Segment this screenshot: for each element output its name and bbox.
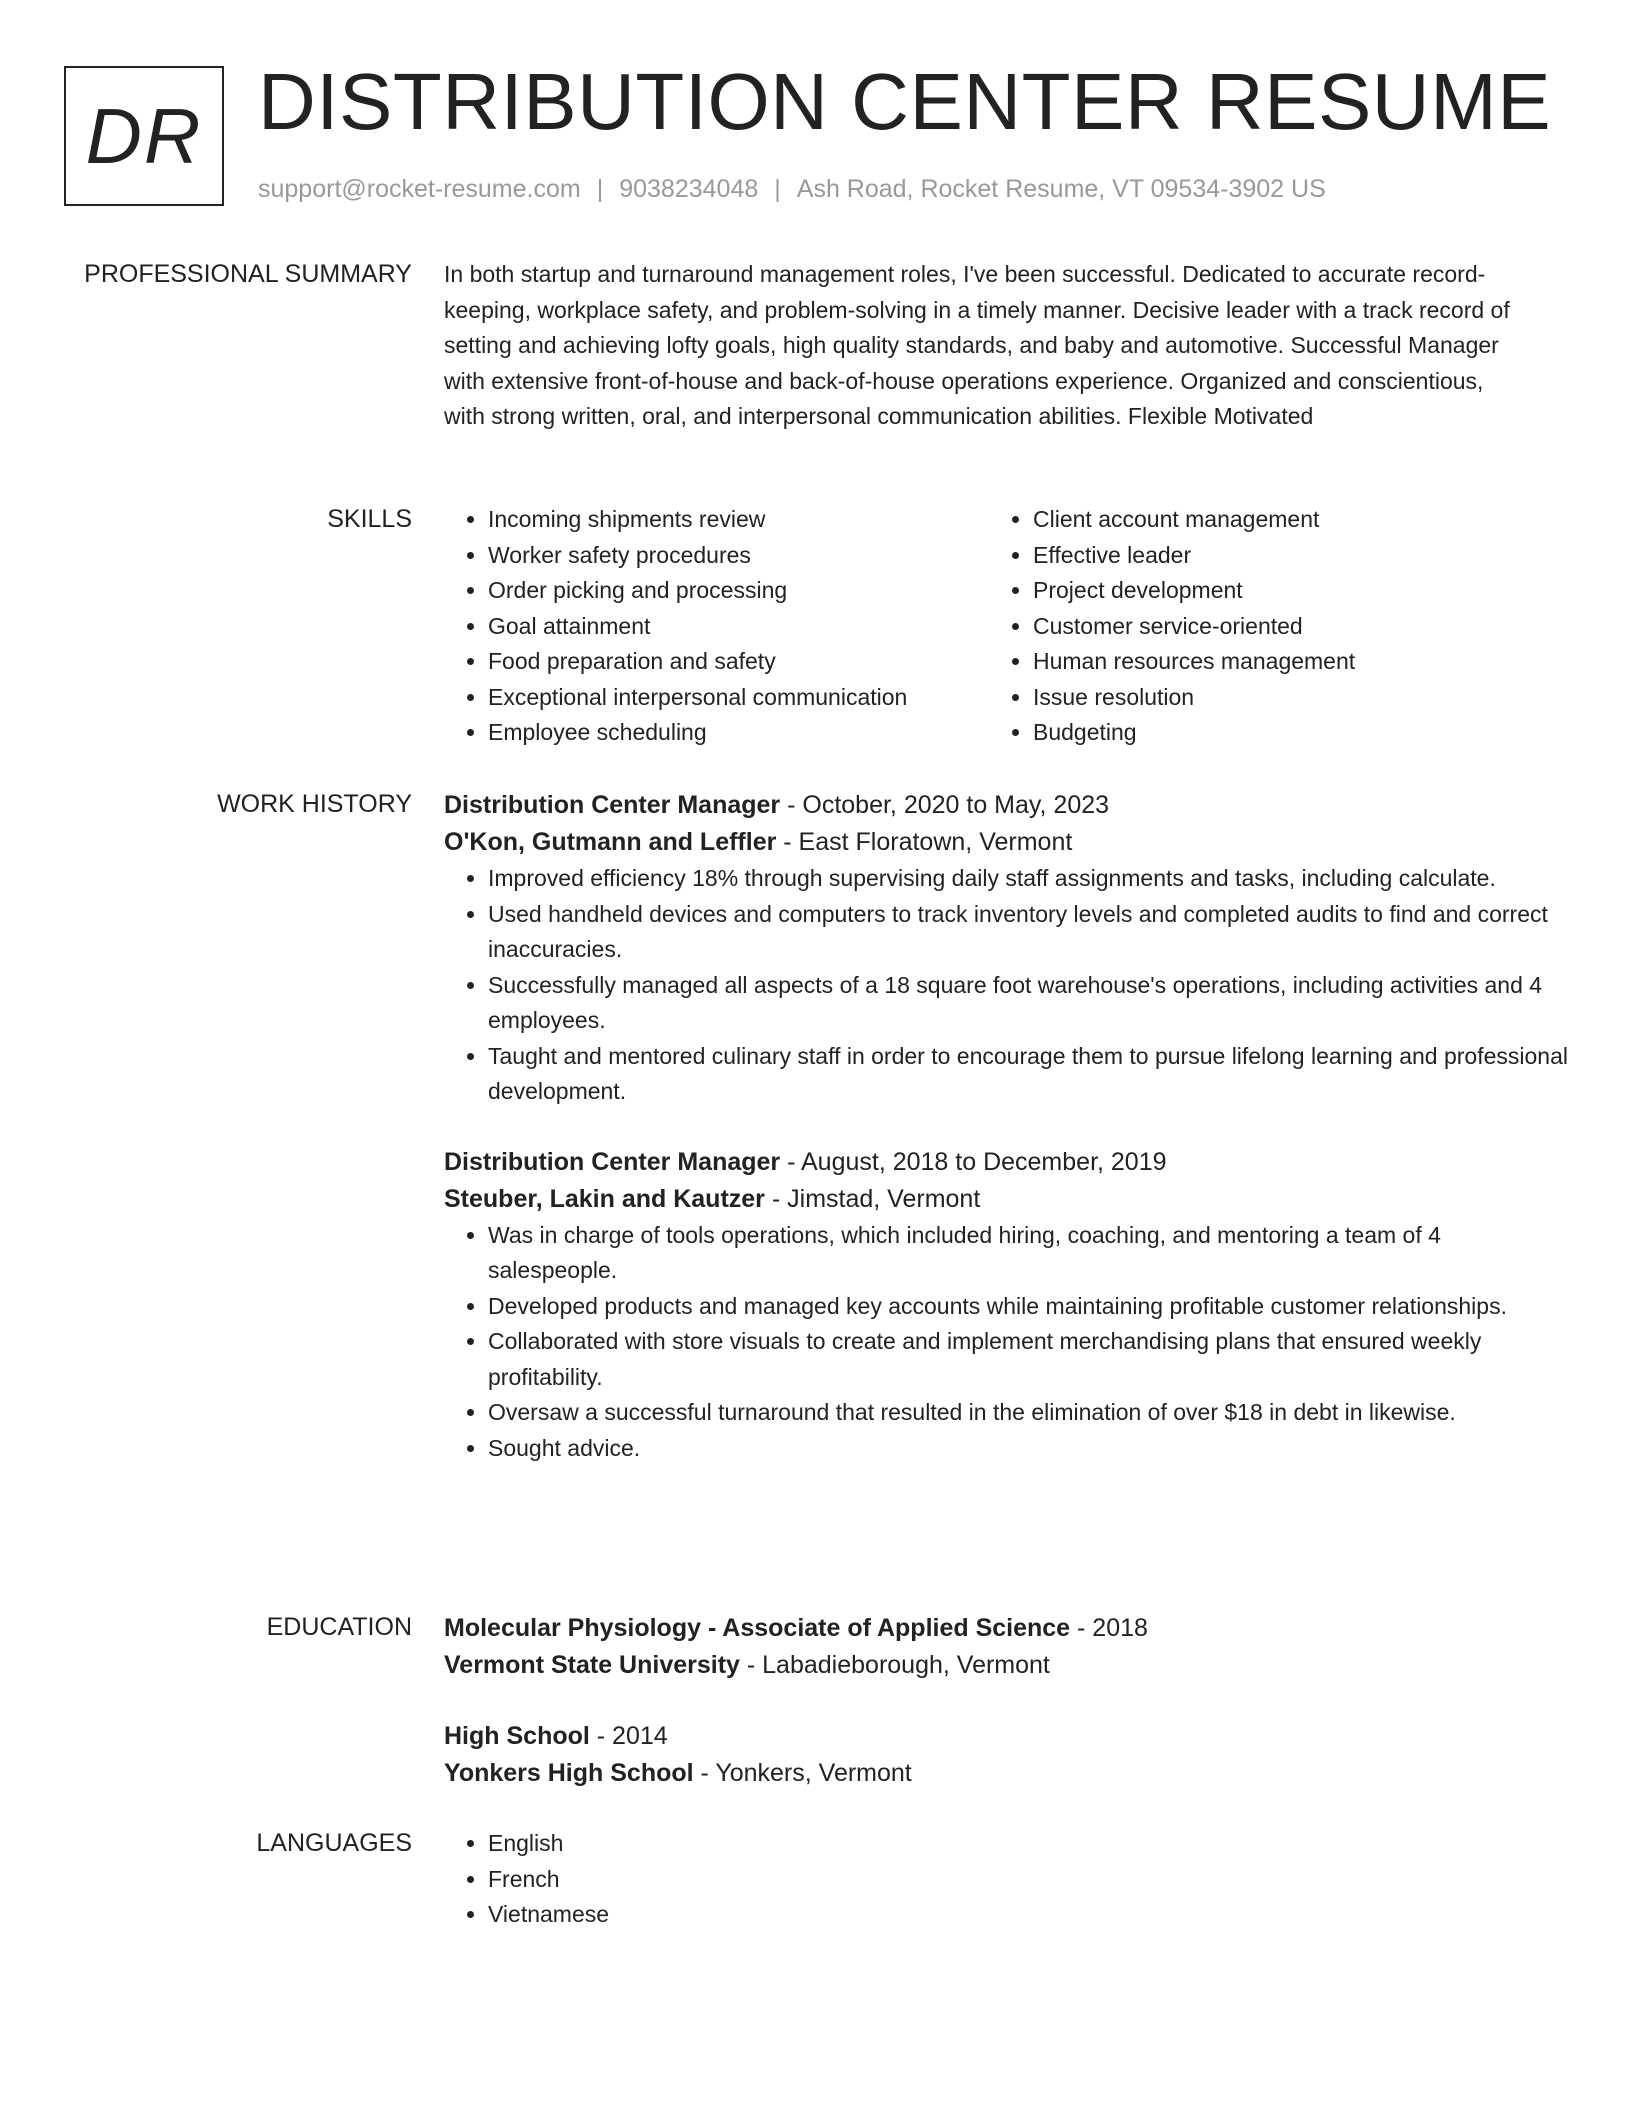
job-title: Distribution Center Manager [444,791,781,819]
languages-label: LANGUAGES [256,1829,412,1857]
education-content [444,1610,1574,1792]
job-location: - Jimstad, Vermont [764,1184,981,1213]
job-bullet: • Taught and mentored culinary staff in order to encourage them to pursue lifelong learning and professional development. [488,1039,1574,1110]
job-bullet: • Successfully managed all aspects of a 18 square foot warehouse's operations, including activities and 4 employees. [488,968,1574,1039]
languages-content [444,1826,1574,1933]
contact-separator: | [774,175,781,203]
skill-item: • Food preparation and safety [488,644,989,680]
skill-item: • Effective leader [1033,538,1534,574]
job-bullet: • Collaborated with store visuals to create and implement merchandising plans that ensured weekly profitability. [488,1324,1574,1395]
job-dates: - October, 2020 to May, 2023 [780,791,1110,819]
work-history-label: WORK HISTORY [217,790,412,818]
education-entry [444,1718,1574,1792]
skill-item: • Incoming shipments review [488,502,989,538]
education-year: - 2014 [589,1722,668,1750]
skill-item: • Issue resolution [1033,680,1534,716]
contact-separator: | [596,175,604,203]
skill-item: • Exceptional interpersonal communication [488,680,989,716]
education-degree: High School [444,1722,590,1750]
education-degree-line [444,1610,1574,1647]
job-location: - East Floratown, Vermont [776,828,1073,856]
language-item: • English [488,1826,1574,1862]
job-entry [444,787,1574,1110]
skill-item: • Goal attainment [488,609,989,645]
education-entry [444,1610,1574,1684]
skill-item: • Human resources management [1033,644,1534,680]
education-school-line [444,1755,1574,1792]
job-company: O'Kon, Gutmann and Leffler [444,828,777,856]
contact-address: Ash Road, Rocket Resume, VT 09534-3902 US [796,175,1326,203]
language-item: • French [488,1862,1574,1898]
job-company: Steuber, Lakin and Kautzer [444,1184,765,1213]
education-location: - Labadieborough, Vermont [739,1651,1050,1679]
monogram-badge: DR [64,66,224,206]
summary-content [444,257,1574,435]
job-company-line [444,824,1574,861]
education-year: - 2018 [1070,1614,1148,1642]
resume-title: DISTRIBUTION CENTER RESUME [258,57,1552,146]
job-bullet: • Developed products and managed key accounts while maintaining profitable customer relationships. [488,1289,1574,1325]
job-dates: - August, 2018 to December, 2019 [780,1147,1167,1176]
skill-item: • Order picking and processing [488,573,989,609]
job-bullets [444,1218,1574,1467]
job-bullet: • Oversaw a successful turnaround that resulted in the elimination of over $18 in debt in likewise. [488,1395,1574,1431]
job-entry [444,1144,1574,1467]
job-company-line [444,1181,1574,1218]
work-history-content [444,787,1574,1466]
education-degree-line [444,1718,1574,1755]
skills-content [444,502,1574,751]
education-location: - Yonkers, Vermont [693,1759,912,1787]
skills-label: SKILLS [327,505,412,533]
summary-label: PROFESSIONAL SUMMARY [84,260,412,288]
skills-list-right [989,502,1534,751]
education-degree: Molecular Physiology - Associate of Applied Science [444,1614,1071,1642]
skill-item: • Project development [1033,573,1534,609]
skill-item: • Client account management [1033,502,1534,538]
summary-text: In both startup and turnaround management roles, I've been successful. Dedicated to accurate record-keeping, workplace safety, and problem-solving in a timely manner. Decisive leader with a track record of setting and achieving lofty goals, high quality standards, and baby and automotive. Successful Manager with extensive front-of-house and back-of-house operations experience. Organized and conscientious, with strong written, oral, and interpersonal communication abilities. Flexible Motivated [444,261,1510,429]
skill-item: • Worker safety procedures [488,538,989,574]
skill-item: • Budgeting [1033,715,1534,751]
job-bullet: • Sought advice. [488,1431,1574,1467]
languages-list [444,1826,1574,1933]
contact-email: support@rocket-resume.com [258,175,581,203]
job-title: Distribution Center Manager [444,1147,781,1176]
job-title-line [444,787,1574,824]
job-bullet: • Used handheld devices and computers to track inventory levels and completed audits to find and correct inaccuracies. [488,897,1574,968]
education-school: Vermont State University [444,1651,740,1679]
job-title-line [444,1144,1574,1181]
education-school: Yonkers High School [444,1759,694,1787]
contact-line [258,172,1326,206]
skill-item: • Customer service-oriented [1033,609,1534,645]
skills-list-left [444,502,989,751]
contact-phone: 9038234048 [619,175,759,203]
language-item: • Vietnamese [488,1897,1574,1933]
job-bullets [444,861,1574,1110]
skill-item: • Employee scheduling [488,715,989,751]
job-bullet: • Was in charge of tools operations, which included hiring, coaching, and mentoring a team of 4 salespeople. [488,1218,1574,1289]
education-label: EDUCATION [266,1613,412,1641]
education-school-line [444,1647,1574,1684]
job-bullet: • Improved efficiency 18% through supervising daily staff assignments and tasks, including calculate. [488,861,1574,897]
